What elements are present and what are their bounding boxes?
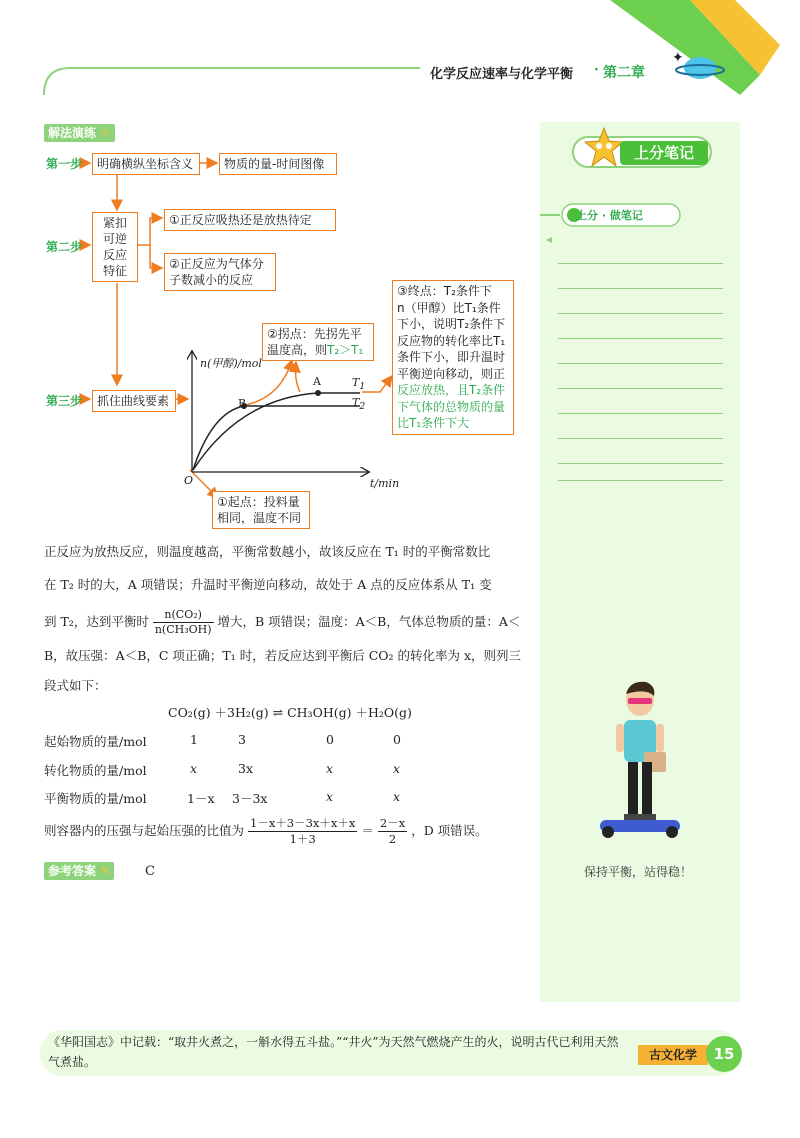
footer-fact: 《华阳国志》中记载：“取井火煮之，一斛水得五斗盐。”“井火”为天然气燃烧产生的火，说明古代已利用天然气煮盐。 — [48, 1035, 619, 1069]
inflection-relation: T₂＞T₁ — [327, 343, 364, 357]
note-line — [558, 263, 723, 264]
inflection-callout — [262, 323, 374, 361]
answer-tag-label: 参考答案 — [48, 864, 97, 878]
t2-letter: T — [352, 396, 360, 409]
section-tag: 解法演练 ☼ — [44, 124, 115, 142]
inflection-text: 温度高，则 — [267, 343, 328, 357]
note-line — [558, 338, 723, 339]
note-line — [558, 413, 723, 414]
inflection-callout-line — [267, 342, 369, 358]
end-callout-line: ③终点：T₂条件下 — [397, 284, 492, 298]
t2-label — [352, 396, 365, 412]
table-cell: x — [190, 761, 198, 776]
note-line — [558, 363, 723, 364]
equals-sign: ＝ — [361, 823, 374, 838]
answer-tag — [44, 862, 114, 880]
footer-tag: 古文化学 — [638, 1045, 708, 1065]
step2-label: 第二步 — [46, 240, 83, 254]
star-mascot-icon — [584, 126, 624, 170]
explanation-line: 段式如下： — [44, 678, 107, 693]
end-callout-line: 下气体的总物质的量 — [397, 399, 506, 414]
fraction-numerator: 2－x — [379, 816, 406, 830]
step1-label: 第一步 — [46, 157, 83, 171]
table-row-label: 转化物质的量/mol — [44, 763, 147, 778]
graph-ylabel: n(甲醇)/mol — [200, 357, 262, 370]
chapter-topic: 化学反应速率与化学平衡 — [430, 67, 574, 82]
step1-box2: 物质的量-时间图像 — [219, 153, 337, 175]
step2-b-line: 子数减小的反应 — [169, 273, 254, 287]
note-line — [558, 463, 723, 464]
end-callout-line: 反应放热，且T₂条件 — [397, 383, 506, 397]
start-callout-line: ①起点：投料量 — [217, 495, 300, 509]
header-separator: · — [594, 62, 599, 78]
step2-box-line: 特征 — [102, 264, 127, 278]
t2-sub: 2 — [359, 401, 366, 413]
point-a-marker — [315, 390, 321, 396]
fraction-numerator: 1－x＋3－3x＋x＋x — [250, 816, 356, 830]
notes-subtitle: 上分 · 做笔记 — [576, 209, 643, 222]
step2-box-line: 可逆 — [102, 232, 127, 246]
explanation-text: 到 T₂，达到平衡时 — [44, 614, 149, 629]
start-callout — [212, 491, 310, 529]
fraction-denominator: n(CH₃OH) — [154, 623, 212, 636]
ratio-line — [44, 816, 488, 847]
table-cell: x — [393, 761, 401, 776]
table-cell: 0 — [326, 732, 334, 747]
table-cell: x — [393, 789, 401, 804]
explanation-line-fraction — [44, 608, 524, 637]
table-cell: 1 — [190, 732, 198, 747]
notes-title: 上分笔记 — [620, 141, 708, 165]
explanation-line: 在 T₂ 时的大，A 项错误；升温时平衡逆向移动，故处于 A 点的反应体系从 T₁ 变 — [44, 577, 492, 592]
graph-xlabel: t/min — [370, 477, 400, 490]
table-cell: x — [326, 789, 334, 804]
ratio-text: ，D 项错误。 — [411, 823, 488, 838]
note-line — [558, 313, 723, 314]
point-a-label: A — [313, 375, 321, 388]
end-callout-line: n（甲醇）比T₁条件 — [397, 300, 501, 315]
explanation-text: 增大，B 项错误；温度：A＜B，气体总物质的量：A＜ — [217, 614, 521, 629]
step2-box-line: 紧扣 — [102, 216, 127, 230]
inflection-callout-line: ②拐点：先拐先平 — [267, 327, 362, 341]
answer-value: C — [145, 864, 155, 879]
start-callout-line: 相同，温度不同 — [217, 511, 302, 525]
point-b-label: B — [238, 397, 247, 410]
end-callout-line: 平衡逆向移动，则正 — [397, 366, 506, 381]
reaction-equation: CO₂(g) ＋3H₂(g) ⇌ CH₃OH(g) ＋H₂O(g) — [168, 705, 412, 720]
t1-letter: T — [352, 376, 360, 389]
note-line — [558, 438, 723, 439]
fraction-denominator: 1＋3 — [289, 832, 316, 846]
step2-b-line: ②正反应为气体分 — [169, 257, 264, 271]
table-cell: 3x — [238, 761, 254, 776]
t1-sub: 1 — [359, 381, 366, 393]
curve-t1 — [193, 393, 360, 470]
fraction-denominator: 2 — [388, 832, 397, 846]
hoverboard-person-illustration — [590, 680, 690, 845]
end-callout — [392, 280, 514, 435]
table-cell: x — [326, 761, 334, 776]
note-line — [558, 388, 723, 389]
fraction-numerator: n(CO₂) — [153, 608, 214, 623]
step2-box — [92, 212, 138, 282]
step1-box: 明确横纵坐标含义 — [92, 153, 200, 175]
step3-label: 第三步 — [46, 394, 83, 408]
table-cell: 3 — [238, 732, 246, 747]
ratio-fraction — [248, 816, 357, 847]
table-cell: 1－x — [187, 791, 215, 806]
ratio-fraction-simplified — [378, 816, 407, 847]
step2-a-box: ①正反应吸热还是放热待定 — [164, 209, 336, 231]
end-callout-line: 反应物的转化率比T₁ — [397, 333, 506, 348]
step3-box: 抓住曲线要素 — [92, 390, 176, 412]
end-callout-line: 条件下小，即升温时 — [397, 350, 506, 364]
pencil-icon: ✎ — [100, 864, 111, 878]
sparkle-icon: ✦ — [672, 50, 684, 66]
illustration-caption: 保持平衡，站得稳！ — [584, 865, 693, 879]
note-line — [558, 480, 723, 481]
t1-label — [352, 376, 365, 392]
end-callout-line: 下小，说明T₂条件下 — [397, 317, 506, 331]
table-row-label: 起始物质的量/mol — [44, 734, 147, 749]
end-callout-line: 比T₁条件下大 — [397, 416, 470, 430]
chapter-label: 第二章 — [603, 65, 645, 81]
ratio-text: 则容器内的压强与起始压强的比值为 — [44, 823, 245, 838]
step2-box-line: 反应 — [102, 248, 127, 262]
table-cell: 0 — [393, 732, 401, 747]
sun-icon: ☼ — [100, 126, 111, 140]
page-number: 15 — [706, 1036, 742, 1072]
graph-origin: O — [184, 474, 194, 487]
table-cell: 3－3x — [232, 791, 268, 806]
explanation-line: B，故压强：A＜B，C 项正确；T₁ 时，若反应达到平衡后 CO₂ 的转化率为 x，则列三 — [44, 648, 522, 663]
explanation-line: 正反应为放热反应，则温度越高，平衡常数越小，故该反应在 T₁ 时的平衡常数比 — [44, 544, 491, 559]
table-row-label: 平衡物质的量/mol — [44, 791, 147, 806]
step2-b-box — [164, 253, 276, 291]
co2-methanol-fraction — [153, 608, 214, 637]
note-line — [558, 288, 723, 289]
